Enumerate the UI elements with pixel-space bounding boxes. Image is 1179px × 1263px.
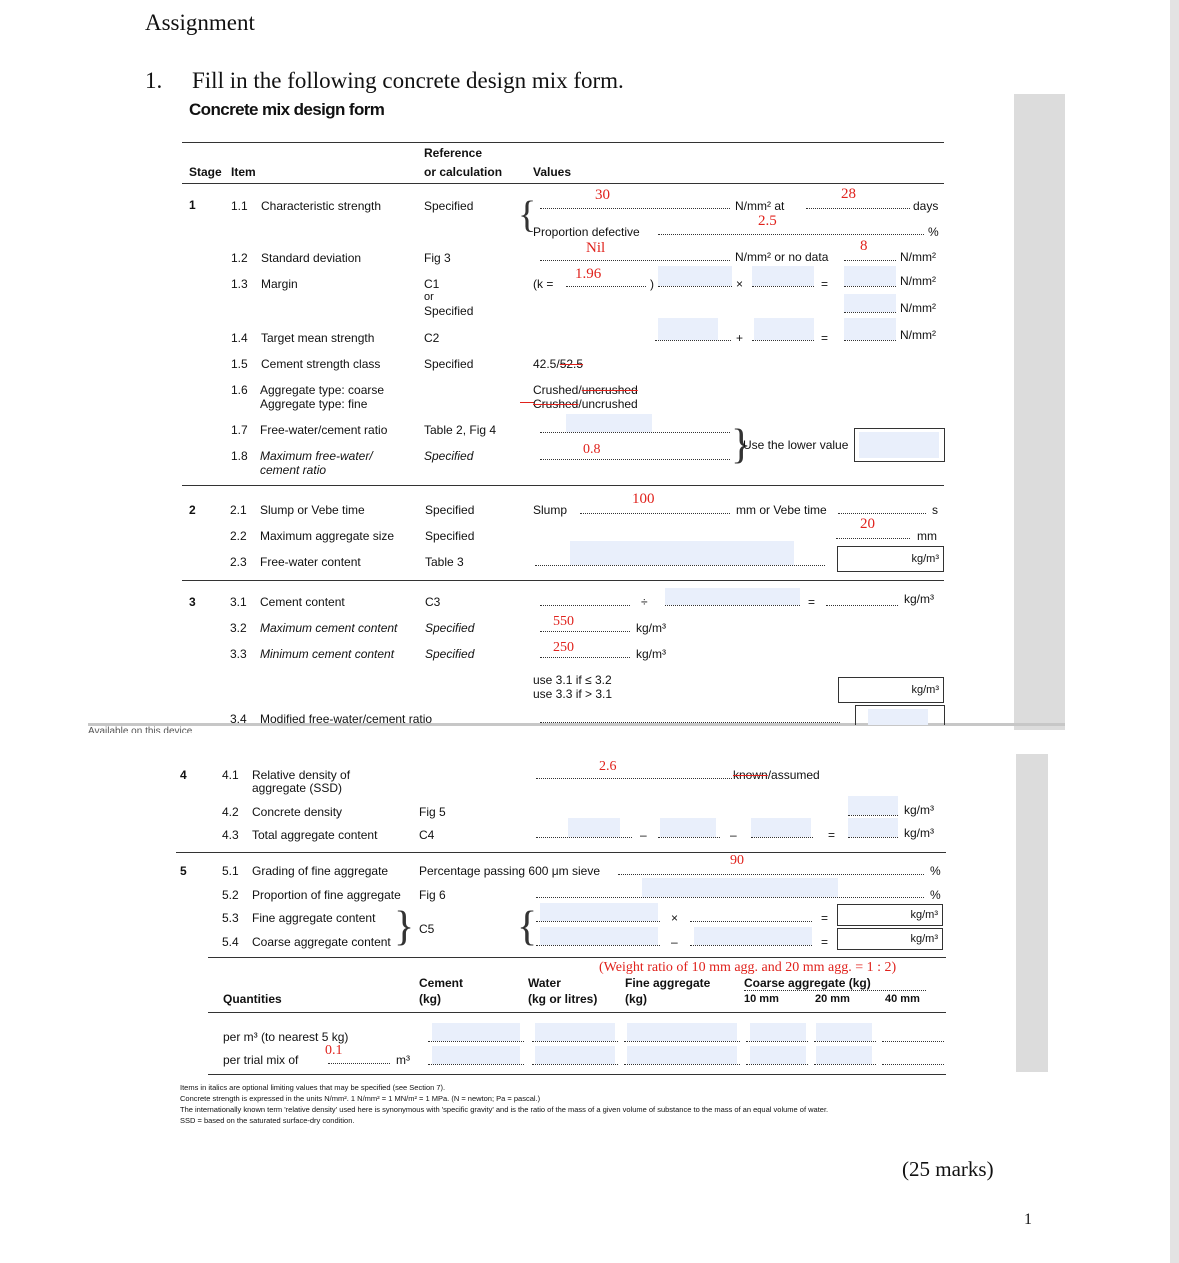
proportion-defective-label: Proportion defective [533, 225, 640, 239]
margin-unit: N/mm² [900, 274, 936, 288]
max-cement-value[interactable]: 550 [553, 614, 574, 629]
fine-crushed: Crushed [533, 397, 579, 411]
relative-density-value[interactable]: 2.6 [599, 759, 617, 774]
strike-mark [520, 402, 534, 403]
fine-uncrushed: /uncrushed [578, 397, 638, 411]
row-3-2-reference: Specified [425, 621, 475, 635]
row-2-3-item: Free-water content [260, 555, 361, 569]
row-2-2-number: 2.2 [230, 529, 247, 543]
stage-2-number: 2 [189, 503, 196, 517]
col-fine: Fine aggregate [625, 976, 711, 990]
qty-row-2-label: per trial mix of [223, 1053, 299, 1067]
stage-5-number: 5 [180, 864, 187, 878]
col-40mm: 40 mm [885, 993, 920, 1005]
coarse-content-box[interactable] [837, 928, 943, 950]
row-1-2-unit: N/mm² or no data [735, 250, 829, 264]
row-1-2-item: Standard deviation [261, 251, 362, 265]
row-3-4-item: Modified free-water/cement ratio [260, 712, 433, 726]
row-4-1-item-1: Relative density of [252, 768, 351, 782]
max-wc-ratio-value[interactable]: 0.8 [583, 442, 601, 457]
row-1-1-unit: N/mm² at [735, 199, 785, 213]
footnote-4: SSD = based on the saturated surface-dry condition. [180, 1116, 355, 1125]
row-1-8-reference: Specified [424, 449, 474, 463]
row-5-1-item: Grading of fine aggregate [252, 864, 389, 878]
coarse-uncrushed: uncrushed [581, 383, 638, 397]
cement-class-value[interactable] [533, 357, 583, 371]
modified-wc-box[interactable] [855, 705, 945, 725]
row-1-1-number: 1.1 [231, 199, 248, 213]
row-5-1-number: 5.1 [222, 864, 239, 878]
slump-label: Slump [533, 503, 568, 517]
row-3-3-item: Minimum cement content [260, 647, 395, 661]
k-close: ) [650, 277, 654, 291]
row-4-3-reference: C4 [419, 828, 435, 842]
brace-1-1: { [518, 194, 537, 236]
use-rule-1: use 3.1 if ≤ 3.2 [533, 673, 612, 687]
coarse-content-unit: kg/m³ [910, 933, 938, 945]
row-1-7-number: 1.7 [231, 423, 248, 437]
row-2-2-reference: Specified [425, 529, 475, 543]
form-page-1 [88, 94, 1065, 732]
row-1-4-reference: C2 [424, 331, 440, 345]
col-water-unit: (kg or litres) [528, 992, 598, 1006]
margin-times: × [736, 277, 744, 291]
wc-ratio-box[interactable] [854, 428, 945, 462]
quantities-label: Quantities [223, 992, 282, 1006]
row-1-1-item: Characteristic strength [261, 199, 382, 213]
coarse-aggregate-type[interactable] [533, 383, 638, 397]
scan-shadow-right-2 [1016, 754, 1048, 1072]
row-5-3-item: Fine aggregate content [252, 911, 376, 925]
days-unit: days [913, 199, 939, 213]
weight-ratio-note: (Weight ratio of 10 mm agg. and 20 mm agg. = 1 : 2) [599, 960, 897, 975]
assumed-option: /assumed [767, 768, 820, 782]
col-cement: Cement [419, 976, 464, 990]
cement-equals: = [808, 595, 816, 609]
max-aggregate-size-value[interactable]: 20 [860, 516, 875, 532]
total-agg-unit: kg/m³ [904, 826, 934, 840]
col-10mm: 10 mm [744, 993, 779, 1005]
qty-row-1-label: per m³ (to nearest 5 kg) [223, 1030, 349, 1044]
slump-value[interactable]: 100 [632, 491, 655, 507]
row-1-8-item-1: Maximum free-water/ [260, 449, 373, 463]
row-1-4-item: Target mean strength [261, 331, 375, 345]
row-4-3-number: 4.3 [222, 828, 239, 842]
row-3-2-item: Maximum cement content [260, 621, 398, 635]
fine-content-times: × [671, 911, 679, 925]
header-reference-2: or calculation [424, 165, 503, 179]
known-option: known [733, 768, 768, 782]
row-2-1-item: Slump or Vebe time [260, 503, 365, 517]
form-title: Concrete mix design form [189, 100, 385, 119]
characteristic-strength-value[interactable]: 30 [595, 187, 610, 203]
standard-deviation-value-2[interactable]: 8 [860, 238, 868, 254]
row-1-5-reference: Specified [424, 357, 474, 371]
fine-proportion-unit: % [930, 888, 941, 902]
col-fine-unit: (kg) [625, 992, 647, 1006]
header-values: Values [533, 165, 572, 179]
cement-class-b: 52.5 [559, 357, 584, 371]
row-1-5-number: 1.5 [231, 357, 248, 371]
header-stage: Stage [189, 165, 222, 179]
page-edge [1170, 0, 1179, 1263]
total-agg-equals: = [828, 828, 836, 842]
page-number: 1 [1024, 1211, 1032, 1228]
row-1-3-reference-or: or [424, 291, 434, 303]
fine-grading-value[interactable]: 90 [730, 853, 744, 868]
col-cement-unit: (kg) [419, 992, 441, 1006]
row-1-2-reference: Fig 3 [424, 251, 451, 265]
scan-shadow-right [1014, 94, 1065, 730]
fine-content-equals: = [821, 911, 829, 925]
row-5-ref: C5 [419, 922, 435, 936]
use-lower-value-note: Use the lower value [743, 438, 849, 452]
row-5-1-reference: Percentage passing 600 μm sieve [419, 864, 601, 878]
free-water-box[interactable] [837, 546, 944, 572]
brace-1-7-1-8: } [731, 422, 752, 468]
row-1-8-item-2: cement ratio [260, 463, 327, 477]
use-rule-2: use 3.3 if > 3.1 [533, 687, 613, 701]
row-4-2-reference: Fig 5 [419, 805, 446, 819]
col-coarse-title: Coarse aggregate (kg) [744, 976, 871, 990]
footnote-2: Concrete strength is expressed in the units N/mm². 1 N/mm² = 1 MN/m² = 1 MPa. (N = newton; Pa = pascal.) [180, 1094, 541, 1103]
row-4-1-number: 4.1 [222, 768, 239, 782]
k-label: (k = [533, 277, 554, 291]
margin-unit-2: N/mm² [900, 301, 936, 315]
days-value[interactable]: 28 [841, 186, 856, 202]
row-2-1-number: 2.1 [230, 503, 247, 517]
total-agg-minus-2: – [730, 828, 737, 842]
fine-content-unit: kg/m³ [910, 909, 938, 921]
row-3-2-number: 3.2 [230, 621, 247, 635]
row-4-3-item: Total aggregate content [252, 828, 378, 842]
row-5-2-item: Proportion of fine aggregate [252, 888, 401, 902]
cutoff-text: Available on this device [88, 726, 193, 733]
row-1-5-item: Cement strength class [261, 357, 381, 371]
free-water-unit: kg/m³ [911, 553, 939, 565]
brace-5-3-5-4-right: } [394, 904, 415, 950]
row-5-2-number: 5.2 [222, 888, 239, 902]
marks: (25 marks) [902, 1157, 994, 1181]
footnote-3: The internationally known term 'relative density' used here is synonymous with 'specific gravity' and is the ratio of the mass of a given volume of substance to the mass of an equal volume of water. [180, 1105, 829, 1114]
row-2-3-reference: Table 3 [425, 555, 464, 569]
assignment-title: Assignment [145, 10, 255, 35]
target-unit: N/mm² [900, 328, 936, 342]
max-cement-unit: kg/m³ [636, 621, 666, 635]
margin-equals: = [821, 277, 829, 291]
cement-class-a: 42.5/ [533, 357, 560, 371]
row-5-3-number: 5.3 [222, 911, 239, 925]
question-text: Fill in the following concrete design mix form. [192, 68, 624, 93]
row-1-3-number: 1.3 [231, 277, 248, 291]
k-value[interactable]: 1.96 [575, 266, 602, 282]
max-aggregate-size-unit: mm [917, 529, 937, 543]
row-1-1-reference: Specified [424, 199, 474, 213]
row-3-3-number: 3.3 [230, 647, 247, 661]
row-3-3-reference: Specified [425, 647, 475, 661]
concrete-density-unit: kg/m³ [904, 803, 934, 817]
vebe-unit: s [932, 503, 938, 517]
col-water: Water [528, 976, 561, 990]
row-5-4-item: Coarse aggregate content [252, 935, 391, 949]
trial-mix-unit: m³ [396, 1053, 410, 1067]
fine-aggregate-type[interactable] [533, 397, 638, 411]
target-equals: = [821, 331, 829, 345]
header-reference: Reference [424, 146, 483, 160]
min-cement-unit: kg/m³ [636, 647, 666, 661]
row-1-4-number: 1.4 [231, 331, 248, 345]
row-1-6-item-2: Aggregate type: fine [260, 397, 368, 411]
row-1-6-number: 1.6 [231, 383, 248, 397]
total-agg-minus-1: – [640, 828, 647, 842]
coarse-crushed: Crushed/ [533, 383, 582, 397]
fine-content-box[interactable] [837, 904, 943, 926]
row-4-2-item: Concrete density [252, 805, 343, 819]
header-item: Item [231, 165, 256, 179]
relative-density-unit[interactable] [733, 768, 820, 782]
stage-3-number: 3 [189, 595, 196, 609]
row-3-1-item: Cement content [260, 595, 345, 609]
footnote-1: Items in italics are optional limiting values that may be specified (see Section 7). [180, 1083, 446, 1092]
slump-unit: mm or Vebe time [736, 503, 827, 517]
trial-mix-value[interactable]: 0.1 [325, 1043, 343, 1058]
coarse-content-minus: – [671, 935, 678, 949]
stage-1-number: 1 [189, 198, 196, 212]
row-3-1-reference: C3 [425, 595, 441, 609]
row-1-7-item: Free-water/cement ratio [260, 423, 388, 437]
fine-grading-unit: % [930, 864, 941, 878]
row-4-1-item-2: aggregate (SSD) [252, 781, 343, 795]
stage-4-number: 4 [180, 768, 187, 782]
row-2-2-item: Maximum aggregate size [260, 529, 395, 543]
question-number: 1. [145, 68, 163, 93]
row-1-6-item-1: Aggregate type: coarse [260, 383, 385, 397]
row-2-1-reference: Specified [425, 503, 475, 517]
cement-content-box[interactable] [838, 677, 944, 703]
row-1-7-reference: Table 2, Fig 4 [424, 423, 497, 437]
target-plus: + [736, 331, 744, 345]
row-2-3-number: 2.3 [230, 555, 247, 569]
cement-box-unit: kg/m³ [911, 684, 939, 696]
standard-deviation-value[interactable]: Nil [586, 240, 606, 256]
cement-divide: ÷ [641, 595, 648, 609]
row-1-2-unit-2: N/mm² [900, 250, 936, 264]
row-1-3-reference-2: Specified [424, 304, 474, 318]
cement-unit: kg/m³ [904, 592, 934, 606]
row-1-2-number: 1.2 [231, 251, 248, 265]
coarse-content-equals: = [821, 935, 829, 949]
row-5-2-reference: Fig 6 [419, 888, 446, 902]
brace-5-3-5-4-left: { [517, 904, 538, 950]
row-1-8-number: 1.8 [231, 449, 248, 463]
row-1-3-reference: C1 [424, 277, 440, 291]
row-3-1-number: 3.1 [230, 595, 247, 609]
row-3-4-number: 3.4 [230, 712, 247, 726]
col-20mm: 20 mm [815, 993, 850, 1005]
row-5-4-number: 5.4 [222, 935, 239, 949]
min-cement-value[interactable]: 250 [553, 640, 574, 655]
percent-unit: % [928, 225, 939, 239]
row-4-2-number: 4.2 [222, 805, 239, 819]
proportion-defective-value[interactable]: 2.5 [758, 213, 777, 229]
row-1-3-item: Margin [261, 277, 298, 291]
